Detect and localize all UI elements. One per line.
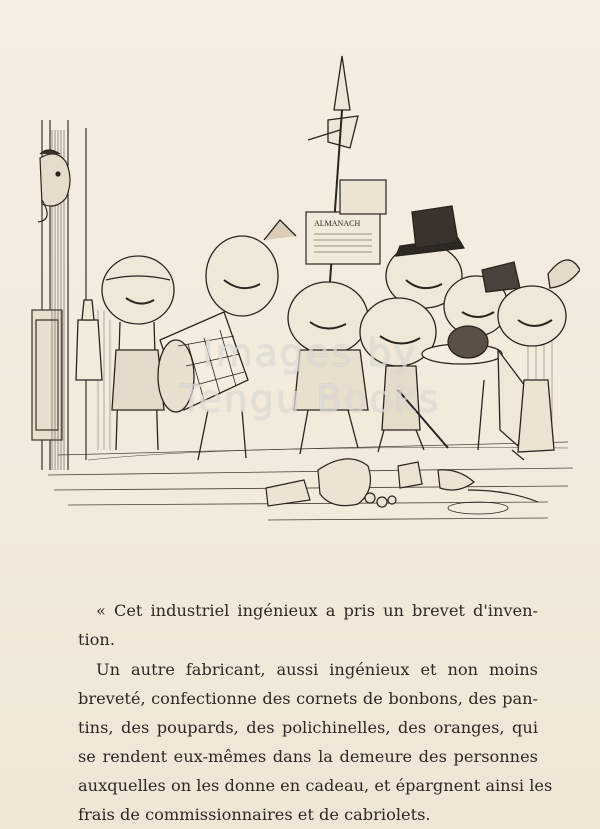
- sign-label: ALMANACH: [314, 219, 361, 228]
- paragraph-2-line-1: Un autre fabricant, aussi ingénieux et non moins: [96, 660, 538, 679]
- drum: [158, 312, 248, 412]
- engraving-illustration: [28, 50, 580, 530]
- paragraph-2-line-3: tins, des poupards, des polichinelles, des oranges, qui: [78, 718, 538, 737]
- floor: [48, 442, 573, 520]
- paragraph-2: [78, 655, 553, 829]
- paragraph-2-line-5: auxquelles on les donne en cadeau, et épargnent ainsi les: [78, 776, 553, 795]
- paragraph-2-line-2: breveté, confectionne des cornets de bonbons, des pan-: [78, 689, 538, 708]
- almanach-sign: [306, 180, 386, 264]
- peeking-man-face: [38, 150, 70, 222]
- paragraph-1-line-1: « Cet industriel ingénieux a pris un brevet d'inven-: [96, 601, 538, 620]
- watermark-line-1: Images by: [202, 331, 418, 375]
- paragraph-1: [78, 596, 538, 654]
- watermark-line-2: Tengu Books: [179, 377, 441, 421]
- paragraph-2-line-6: frais de commissionnaires et de cabriolets.: [78, 805, 431, 824]
- paragraph-1-line-2: tion.: [78, 630, 115, 649]
- paragraph-2-line-4: se rendent eux-mêmes dans la demeure des personnes: [78, 747, 538, 766]
